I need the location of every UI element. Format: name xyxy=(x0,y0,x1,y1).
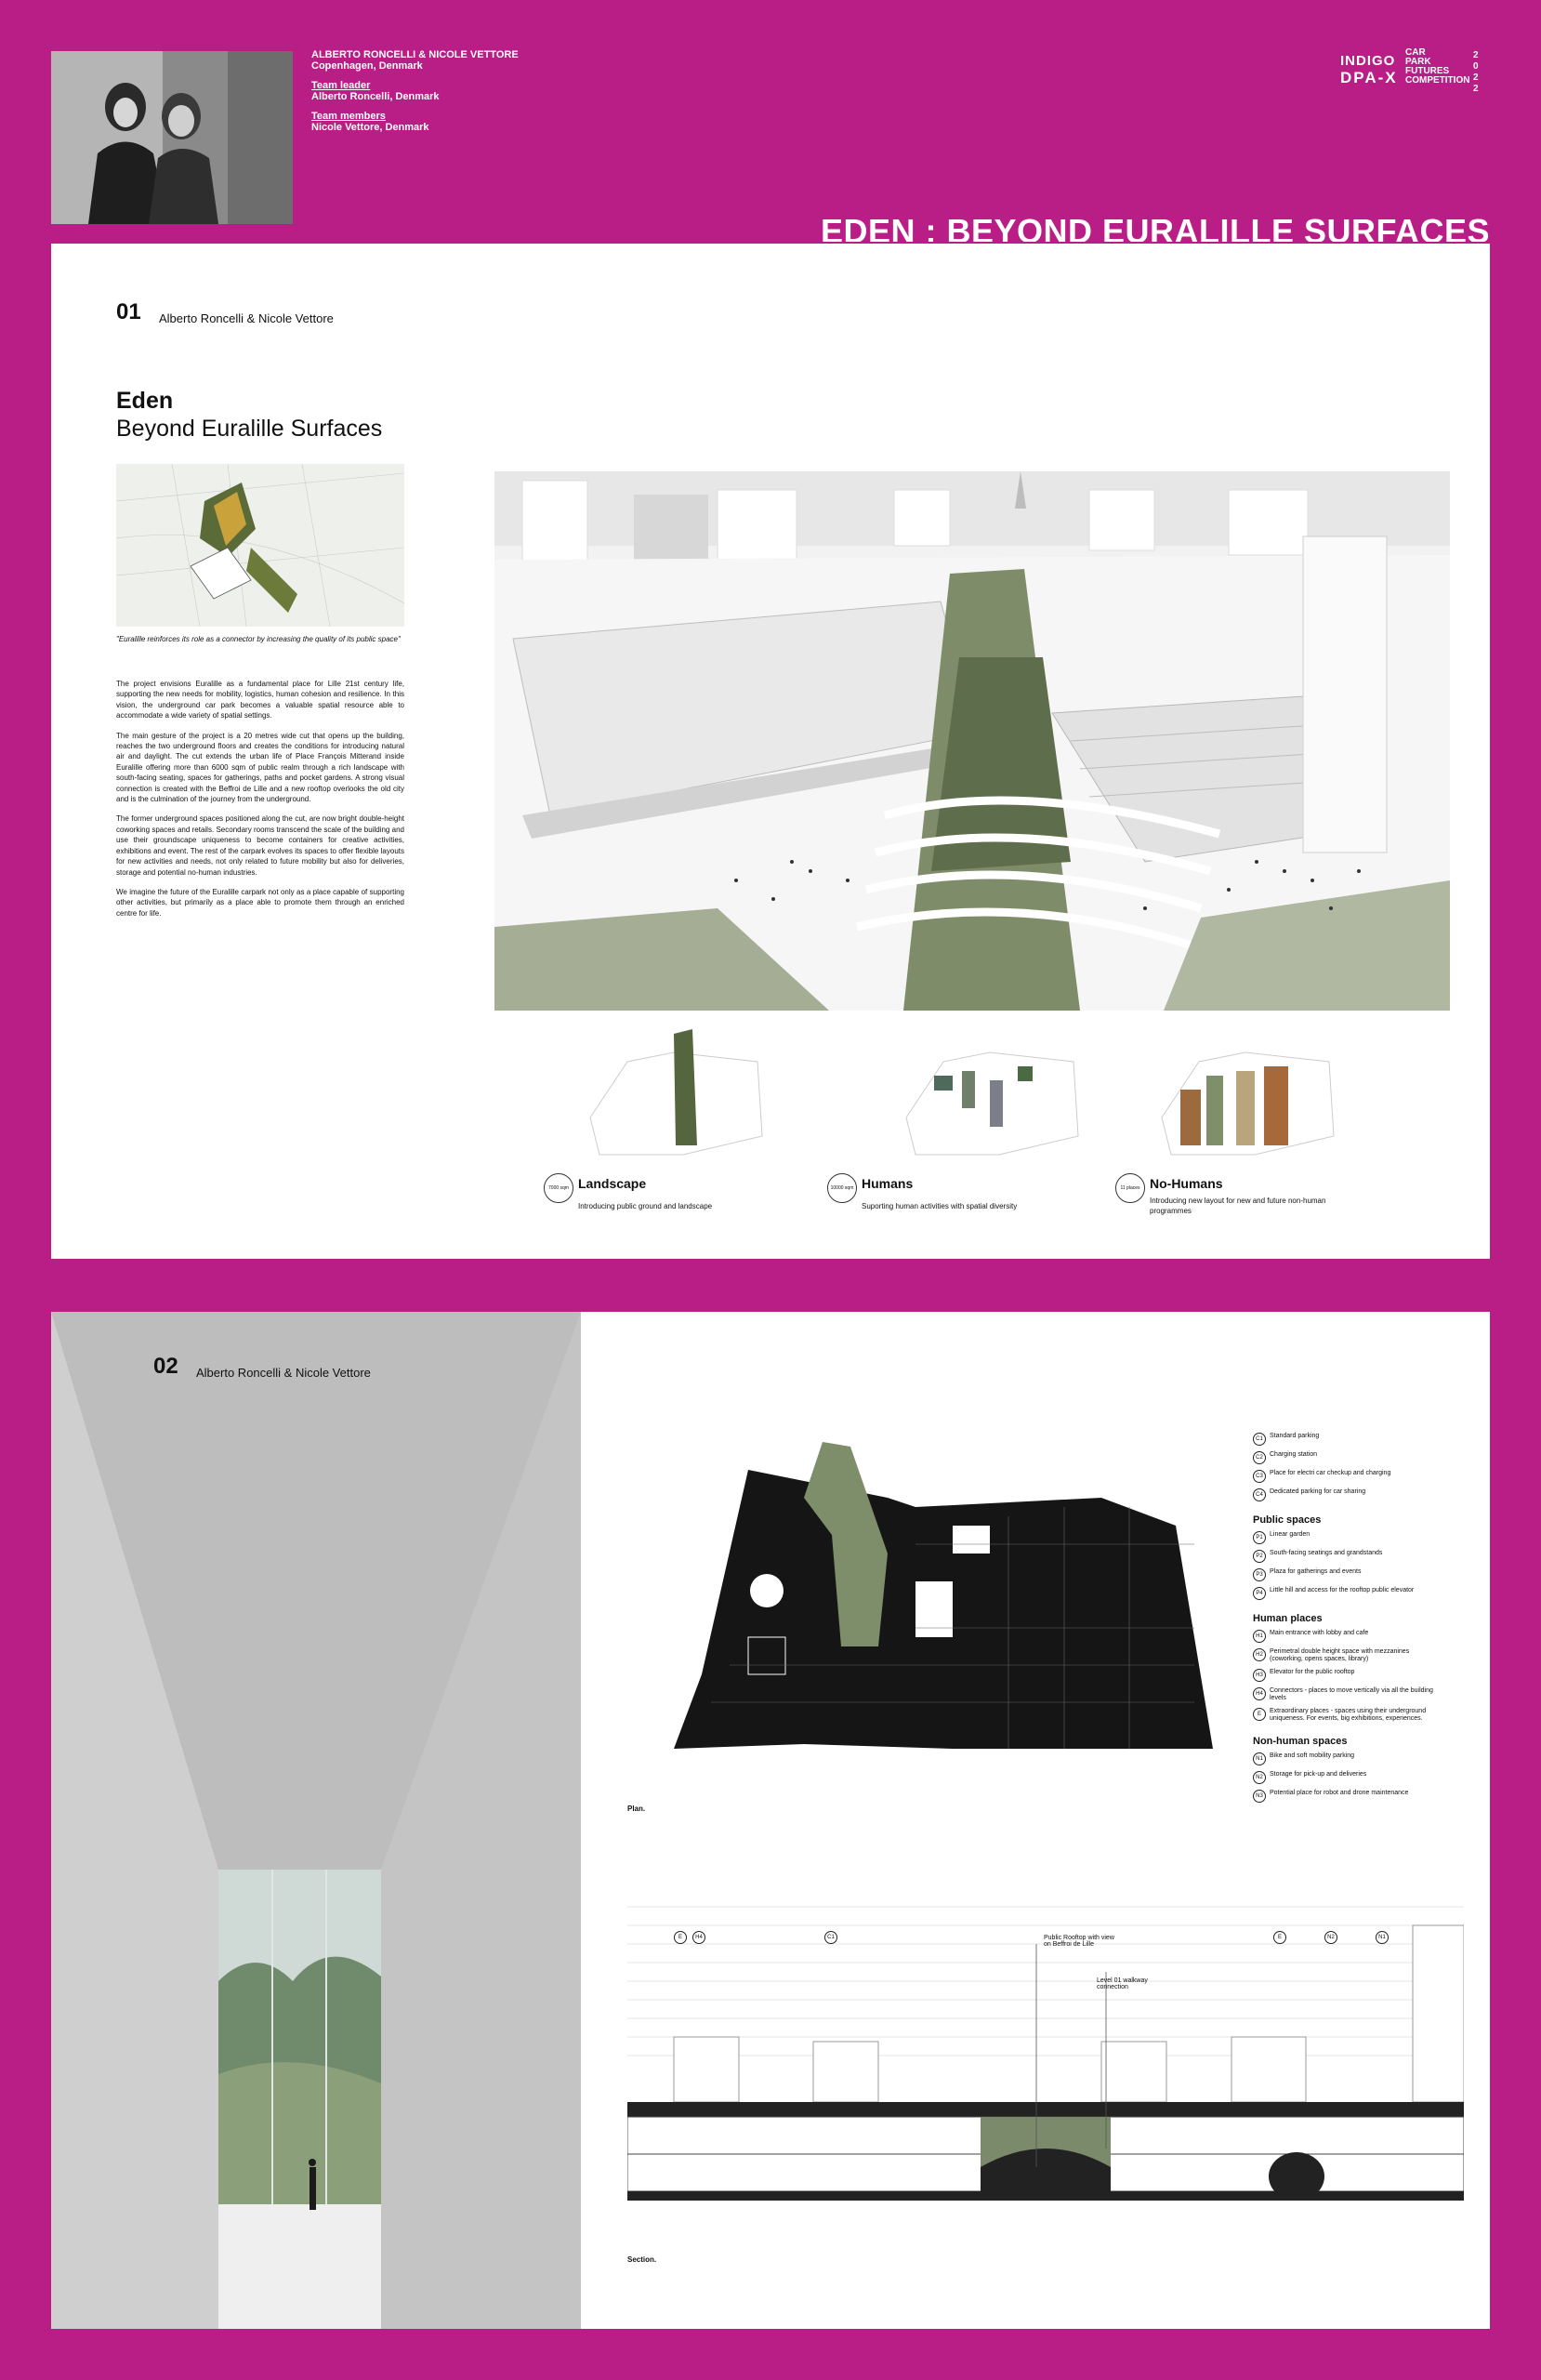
plan-legend xyxy=(1253,1433,1439,1808)
diagram-badge: 11 places xyxy=(1115,1173,1145,1203)
legend-code: H2 xyxy=(1253,1648,1266,1661)
section-tag xyxy=(824,1931,841,1944)
section-tag xyxy=(674,1931,691,1944)
legend-code: C2 xyxy=(1253,1451,1266,1464)
year-digit: 2 xyxy=(1473,50,1479,60)
description-paragraph: We imagine the future of the Euralille carpark not only as a place capable of supporting other activities, but primarily as a place able to promote them through an enriched centre for life. xyxy=(116,887,404,918)
legend-item xyxy=(1253,1669,1439,1682)
legend-code: C4 xyxy=(1253,1488,1266,1501)
aerial-render xyxy=(494,471,1450,1011)
section-tag xyxy=(1324,1931,1341,1944)
team-credits xyxy=(311,49,519,133)
site-map xyxy=(116,464,404,627)
legend-code: C3 xyxy=(1253,1470,1266,1483)
legend-item xyxy=(1253,1470,1439,1483)
site-caption: "Euralille reinforces its role as a connector by increasing the quality of its public space" xyxy=(116,635,401,643)
year-digit: 2 xyxy=(1473,84,1479,94)
plan-label: Plan. xyxy=(627,1805,646,1813)
corridor-render-image xyxy=(51,1312,581,2329)
diagram-nonhumans-drawing xyxy=(1143,1025,1357,1164)
diagram-description: Introducing new layout for new and future non-human programmes xyxy=(1150,1197,1326,1215)
legend-heading: Public spaces xyxy=(1253,1514,1322,1526)
diagram-landscape xyxy=(572,1025,785,1164)
legend-item xyxy=(1253,1708,1439,1723)
legend-item xyxy=(1253,1687,1439,1702)
diagram-description: Suporting human activities with spatial diversity xyxy=(862,1202,1018,1210)
board-02-drawings xyxy=(581,1312,1490,2329)
board-author: Alberto Roncelli & Nicole Vettore xyxy=(159,311,334,325)
legend-text: Perimetral double height space with mezzanines (coworking, opens spaces, library) xyxy=(1270,1648,1410,1662)
floor-plan xyxy=(674,1442,1213,1805)
section-tag-code: C1 xyxy=(824,1931,837,1944)
project-subtitle: Beyond Euralille Surfaces xyxy=(116,416,383,442)
legend-text: Main entrance with lobby and cafe xyxy=(1270,1630,1369,1636)
legend-item xyxy=(1253,1587,1439,1600)
board-number: 01 xyxy=(116,299,141,324)
section-tag-code: E xyxy=(1273,1931,1286,1944)
main-title: EDEN : BEYOND EURALILLE SURFACES xyxy=(820,212,1490,242)
cpf-line: PARK xyxy=(1405,57,1431,67)
legend-heading: Non-human spaces xyxy=(1253,1736,1348,1747)
diagram-nonhumans xyxy=(1143,1025,1357,1164)
section-tag xyxy=(1273,1931,1290,1944)
legend-code: E xyxy=(1253,1708,1266,1721)
description-paragraph: The project envisions Euralille as a fundamental place for Lille 21st century life, supporting the new needs for mobility, logistics, human cohesion and resilience. In this vision, the underground car park becomes a valuable spatial resource able to accommodate a wide variety of spatial settings. xyxy=(116,680,404,721)
diagram-humans xyxy=(888,1025,1101,1164)
legend-code: P4 xyxy=(1253,1587,1266,1600)
legend-code: N3 xyxy=(1253,1790,1266,1803)
diagram-badge: 10000 sqm xyxy=(827,1173,857,1203)
legend-code: H3 xyxy=(1253,1669,1266,1682)
diagram-humans-drawing xyxy=(888,1025,1101,1164)
legend-text: Place for electri car checkup and charging xyxy=(1270,1470,1391,1476)
competition-logo xyxy=(1405,48,1469,86)
competition-year xyxy=(1473,50,1481,95)
board-01 xyxy=(51,244,1490,1259)
description-paragraph: The main gesture of the project is a 20 metres wide cut that opens up the building, reaches the two underground floors and creates the conditions for introducing natural air and daylight. The cut extends the urban life of Place François Mitterand inside Euralille offering more than 6000 sqm of public realm through a rich landscape with south-facing seating, spaces for gatherings, paths and pocket gardens. A strong visual connection is created with the Beffroi de Lille and a new rooftop overlooks the old city and is the culmination of the journey from the underground. xyxy=(116,731,404,804)
legend-code: P2 xyxy=(1253,1550,1266,1563)
legend-item xyxy=(1253,1771,1439,1784)
team-leader: Alberto Roncelli, Denmark xyxy=(311,91,440,102)
legend-text: Charging station xyxy=(1270,1451,1317,1458)
team-members-label: Team members xyxy=(311,111,386,122)
diagram-description: Introducing public ground and landscape xyxy=(578,1202,713,1210)
legend-text: Extraordinary places - spaces using their underground uniqueness. For events, big exhibitions, experiences. xyxy=(1270,1708,1427,1722)
legend-text: Connectors - places to move vertically via all the building levels xyxy=(1270,1687,1433,1701)
legend-item xyxy=(1253,1648,1439,1663)
legend-item xyxy=(1253,1790,1439,1803)
board-number: 02 xyxy=(153,1354,178,1379)
section-tag-code: N2 xyxy=(1324,1931,1337,1944)
cpf-line: FUTURES xyxy=(1405,66,1450,76)
legend-item xyxy=(1253,1531,1439,1544)
legend-text: Dedicated parking for car sharing xyxy=(1270,1488,1366,1495)
team-photo-image xyxy=(51,51,293,224)
description-paragraph: The former underground spaces positioned along the cut, are now bright double-height coworking spaces and retails. Secondary rooms transcend the scale of the building and use their groundscape uniqueness to become containers for creative activities, exhibitions and event. The rest of the carpark evolves its spaces to offer flexible layouts for new activities and needs, not only related to future mobility but also for deliveries, storage and potential no-human industries. xyxy=(116,814,404,877)
legend-item xyxy=(1253,1568,1439,1581)
legend-code: H4 xyxy=(1253,1687,1266,1700)
section-label: Section. xyxy=(627,2255,657,2264)
legend-item xyxy=(1253,1630,1439,1643)
floor-plan-drawing xyxy=(674,1442,1213,1805)
aerial-render-image xyxy=(494,471,1450,1011)
legend-code: N2 xyxy=(1253,1771,1266,1784)
legend-code: H1 xyxy=(1253,1630,1266,1643)
legend-text: Elevator for the public rooftop xyxy=(1270,1669,1355,1675)
legend-code: N1 xyxy=(1253,1752,1266,1765)
legend-heading: Human places xyxy=(1253,1613,1323,1624)
legend-item xyxy=(1253,1752,1439,1765)
legend-text: South-facing seatings and grandstands xyxy=(1270,1550,1383,1556)
section-tag xyxy=(692,1931,709,1944)
diagram-title: No-Humans xyxy=(1150,1176,1223,1191)
cpf-line: CAR xyxy=(1405,47,1426,58)
section-tag-code: E xyxy=(674,1931,687,1944)
project-description xyxy=(116,679,404,928)
legend-item xyxy=(1253,1451,1439,1464)
diagram-title: Landscape xyxy=(578,1176,647,1191)
diagram-badge: 7000 sqm xyxy=(544,1173,573,1203)
legend-text: Bike and soft mobility parking xyxy=(1270,1752,1355,1759)
section-note: Public Rooftop with view on Beffroi de Lille xyxy=(1044,1935,1114,1948)
section-tag-code: N1 xyxy=(1376,1931,1389,1944)
dpax-logo: DPA-X xyxy=(1340,69,1398,86)
section-tag-code: H4 xyxy=(692,1931,705,1944)
year-digit: 2 xyxy=(1473,73,1479,83)
site-map-drawing xyxy=(116,464,404,627)
legend-text: Storage for pick-up and deliveries xyxy=(1270,1771,1367,1778)
diagram-title: Humans xyxy=(862,1176,914,1191)
legend-code: P1 xyxy=(1253,1531,1266,1544)
section-note: Level 01 walkway connection xyxy=(1097,1977,1148,1990)
sponsor-logos xyxy=(1340,53,1398,87)
legend-text: Potential place for robot and drone maintenance xyxy=(1270,1790,1409,1796)
team-leader-label: Team leader xyxy=(311,80,371,91)
project-title: Eden xyxy=(116,388,174,414)
team-name: ALBERTO RONCELLI & NICOLE VETTORE xyxy=(311,49,519,60)
board-author: Alberto Roncelli & Nicole Vettore xyxy=(196,1366,371,1380)
legend-text: Linear garden xyxy=(1270,1531,1311,1538)
legend-code: C1 xyxy=(1253,1433,1266,1446)
legend-code: P3 xyxy=(1253,1568,1266,1581)
cpf-line: COMPETITION xyxy=(1405,75,1470,86)
diagram-landscape-drawing xyxy=(572,1025,785,1164)
legend-text: Plaza for gatherings and events xyxy=(1270,1568,1362,1575)
legend-item xyxy=(1253,1433,1439,1446)
team-members: Nicole Vettore, Denmark xyxy=(311,122,429,133)
section-tag xyxy=(1376,1931,1392,1944)
legend-item xyxy=(1253,1550,1439,1563)
legend-item xyxy=(1253,1488,1439,1501)
legend-text: Standard parking xyxy=(1270,1433,1320,1439)
team-location: Copenhagen, Denmark xyxy=(311,60,423,72)
legend-text: Little hill and access for the rooftop public elevator xyxy=(1270,1587,1415,1593)
corridor-render xyxy=(51,1312,581,2329)
year-digit: 0 xyxy=(1473,61,1479,72)
team-photo xyxy=(51,51,293,224)
indigo-logo: INDIGO xyxy=(1340,53,1396,69)
